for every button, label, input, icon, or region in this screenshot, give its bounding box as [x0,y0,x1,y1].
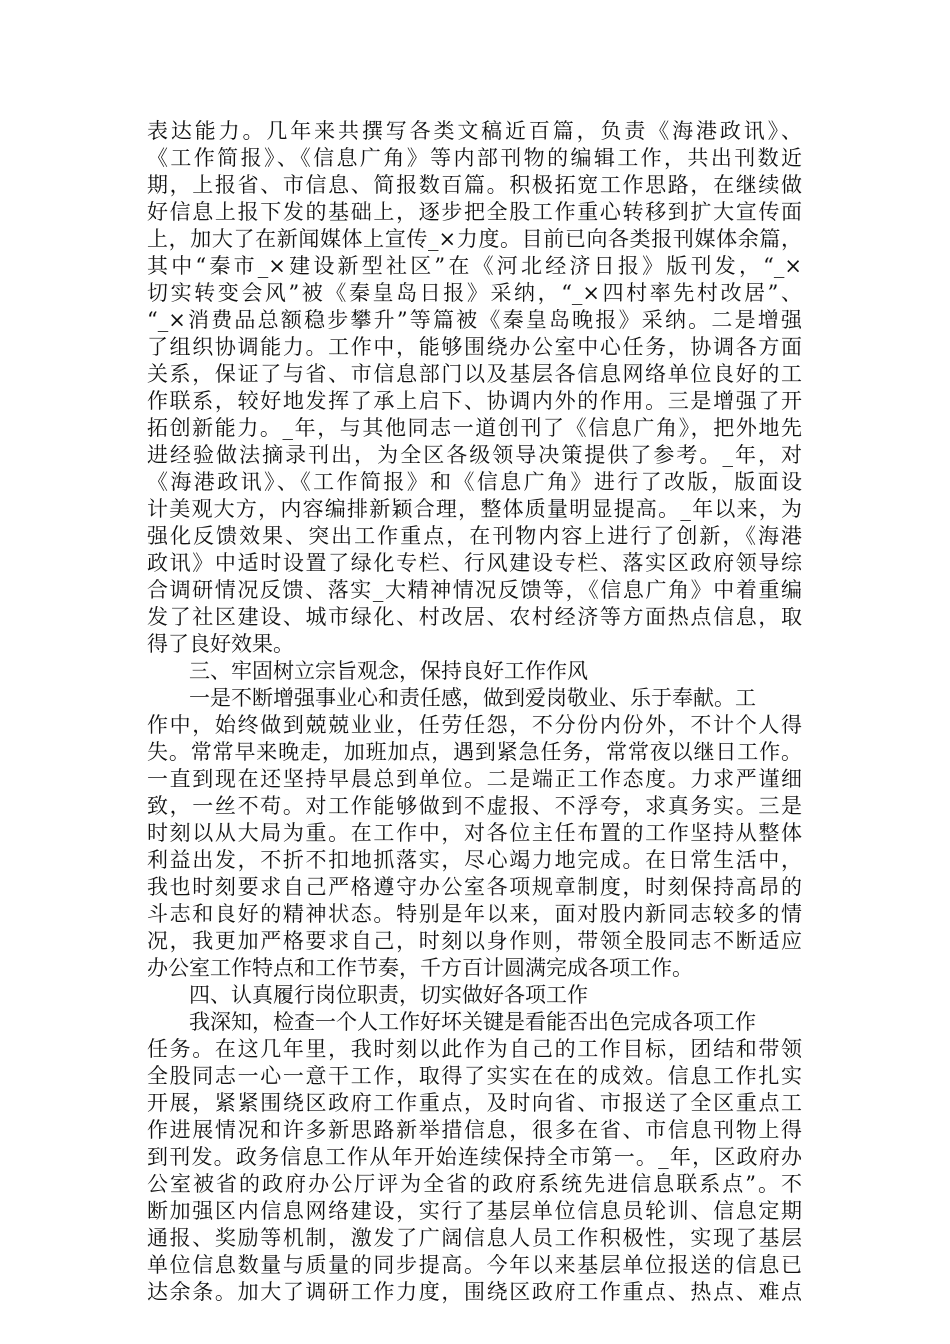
text-line: 利益出发，不折不扣地抓落实，尽心竭力地完成。在日常生活中， [147,848,802,872]
text-line: 达余条。加大了调研工作力度，围绕区政府工作重点、热点、难点 [147,1280,802,1304]
text-line: 时刻以从大局为重。在工作中，对各位主任布置的工作坚持从整体 [147,821,802,845]
text-line: 发了社区建设、城市绿化、村改居、农村经济等方面热点信息，取 [147,605,802,629]
text-line: 作联系，较好地发挥了承上启下、协调内外的作用。三是增强了开 [147,389,802,413]
text-line: 开展，紧紧围绕区政府工作重点，及时向省、市报送了全区重点工 [147,1091,802,1115]
text-line: 其中“秦市_×建设新型社区”在《河北经济日报》版刊发，“_× [147,254,802,278]
text-line: 办公室工作特点和工作节奏，千方百计圆满完成各项工作。 [147,956,693,980]
text-line: 作进展情况和许多新思路新举措信息，很多在省、市信息刊物上得 [147,1118,802,1142]
text-line: 合调研情况反馈、落实_大精神情况反馈等，《信息广角》中着重编 [147,578,802,602]
text-line: 计美观大方，内容编排新颖合理，整体质量明显提高。_年以来，为 [147,497,802,521]
section-heading: 四、认真履行岗位职责，切实做好各项工作 [189,983,588,1007]
text-line: 失。常常早来晚走，加班加点，遇到紧急任务，常常夜以继日工作。 [147,740,802,764]
text-line: 我也时刻要求自己严格遵守办公室各项规章制度，时刻保持高昂的 [147,875,802,899]
text-line: 一直到现在还坚持早晨总到单位。二是端正工作态度。力求严谨细 [147,767,802,791]
text-line: 拓创新能力。_年，与其他同志一道创刊了《信息广角》，把外地先 [147,416,802,440]
text-line: 切实转变会风”被《秦皇岛日报》采纳，“_×四村率先村改居”、 [147,281,802,305]
text-line: 致，一丝不苟。对工作能够做到不虚报、不浮夸，求真务实。三是 [147,794,802,818]
text-line: 政讯》中适时设置了绿化专栏、行风建设专栏、落实区政府领导综 [147,551,802,575]
text-line: 作中，始终做到兢兢业业，任劳任怨，不分份内份外，不计个人得 [147,713,802,737]
section-heading: 三、牢固树立宗旨观念，保持良好工作作风 [189,659,588,683]
text-line: 单位信息数量与质量的同步提高。今年以来基层单位报送的信息已 [147,1253,802,1277]
text-line: 到刊发。政务信息工作从年开始连续保持全市第一。_年，区政府办 [147,1145,802,1169]
text-line: 《工作简报》、《信息广角》等内部刊物的编辑工作，共出刊数近 [147,146,802,170]
text-line: 公室被省的政府办公厅评为全省的政府系统先进信息联系点”。不 [147,1172,802,1196]
text-line: 得了良好效果。 [147,632,294,656]
text-line: 斗志和良好的精神状态。特别是年以来，面对股内新同志较多的情 [147,902,802,926]
text-line: 期，上报省、市信息、简报数百篇。积极拓宽工作思路，在继续做 [147,173,802,197]
text-line: 了组织协调能力。工作中，能够围绕办公室中心任务，协调各方面 [147,335,802,359]
text-line: 《海港政讯》、《工作简报》和《信息广角》进行了改版，版面设 [147,470,802,494]
text-line: 我深知，检查一个人工作好坏关键是看能否出色完成各项工作 [189,1010,756,1034]
text-line: 况，我更加严格要求自己，时刻以身作则，带领全股同志不断适应 [147,929,802,953]
text-line: 任务。在这几年里，我时刻以此作为自己的工作目标，团结和带领 [147,1037,802,1061]
text-line: 全股同志一心一意干工作，取得了实实在在的成效。信息工作扎实 [147,1064,802,1088]
text-line: 通报、奖励等机制，激发了广阔信息人员工作积极性，实现了基层 [147,1226,802,1250]
text-line: 强化反馈效果、突出工作重点，在刊物内容上进行了创新，《海港 [147,524,802,548]
text-line: 表达能力。几年来共撰写各类文稿近百篇，负责《海港政讯》、 [147,119,802,143]
text-line: 关系，保证了与省、市信息部门以及基层各信息网络单位良好的工 [147,362,802,386]
text-line: 断加强区内信息网络建设，实行了基层单位信息员轮训、信息定期 [147,1199,802,1223]
text-line: 一是不断增强事业心和责任感，做到爱岗敬业、乐于奉献。工 [189,686,756,710]
text-line: 好信息上报下发的基础上，逐步把全股工作重心转移到扩大宣传面 [147,200,802,224]
document-body [147,118,802,1306]
text-line: “_×消费品总额稳步攀升”等篇被《秦皇岛晚报》采纳。二是增强 [147,308,802,332]
text-line: 上，加大了在新闻媒体上宣传_×力度。目前已向各类报刊媒体余篇， [147,227,802,251]
text-line: 进经验做法摘录刊出，为全区各级领导决策提供了参考。_年，对 [147,443,802,467]
